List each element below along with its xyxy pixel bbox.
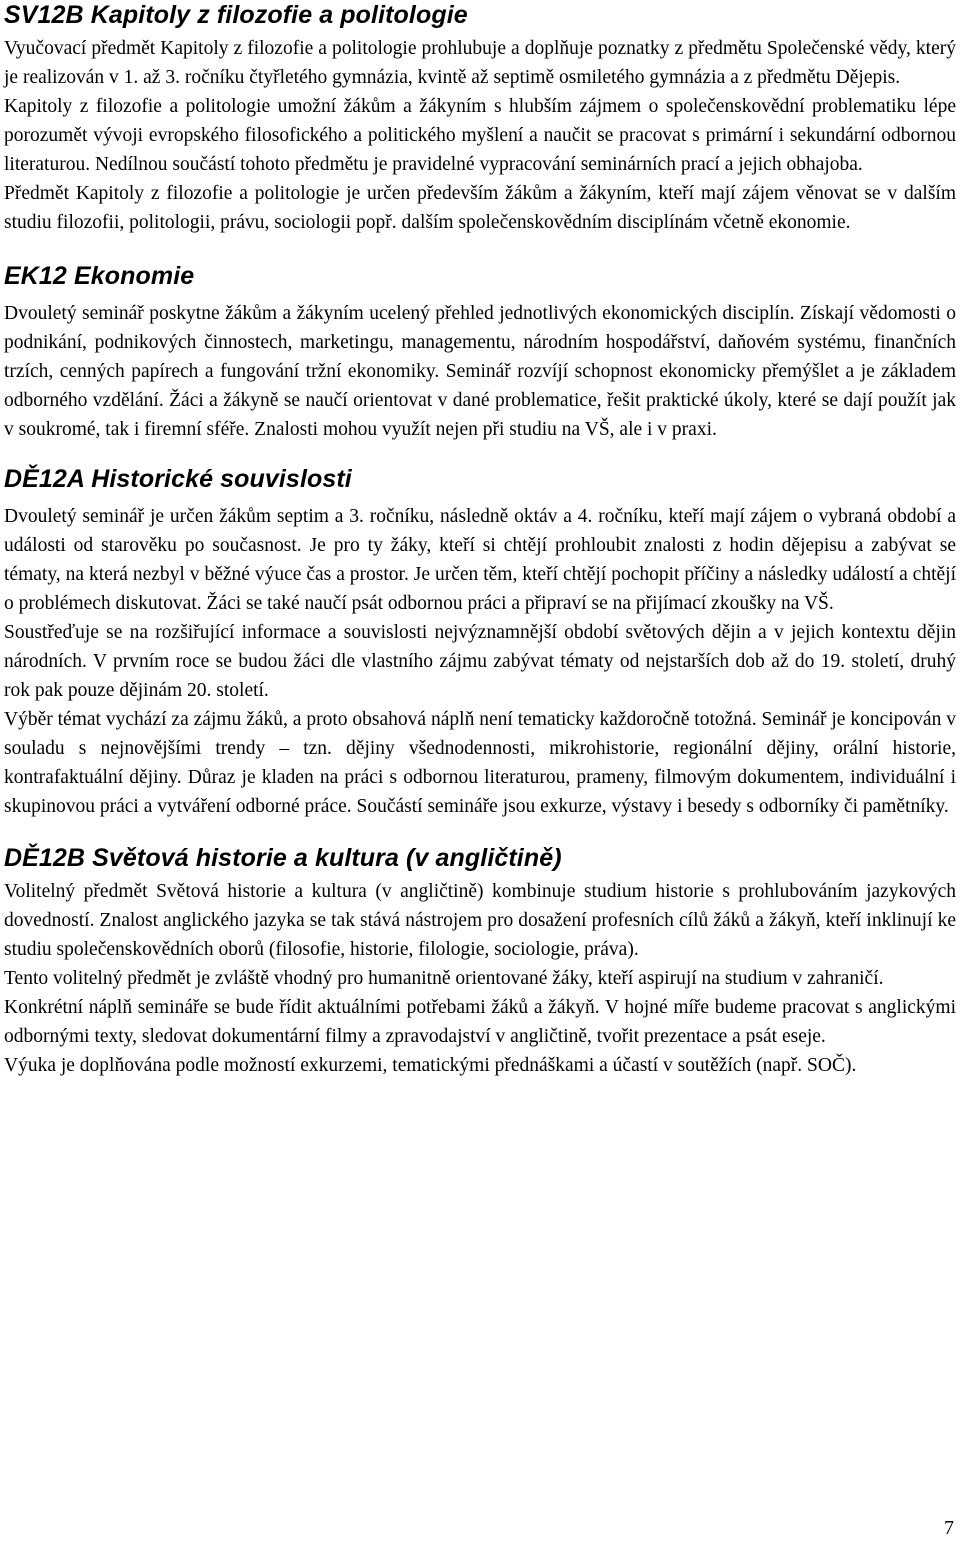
section-de12b (4, 843, 956, 1080)
document-page (4, 0, 956, 1080)
page-number: 7 (944, 1517, 954, 1539)
section-paragraph: Dvouletý seminář poskytne žákům a žákyním ucelený přehled jednotlivých ekonomických disciplín. Získají vědomosti o podnikání, podnikových činnostech, marketingu, managementu, národním hospodářství, daňovém systému, finančních trzích, cenných papírech a fungování tržní ekonomiky. Seminář rozvíjí schopnost ekonomicky přemýšlet a je základem odborného vzdělání. Žáci a žákyně se naučí orientovat v dané problematice, řešit praktické úkoly, které se dají použít jak v soukromé, tak i firemní sféře. Znalosti mohou využít nejen při studiu na VŠ, ale i v praxi. (4, 303, 956, 440)
section-heading: EK12 Ekonomie (4, 262, 195, 290)
section-heading: DĚ12B Světová historie a kultura (v angličtině) (4, 844, 562, 872)
section-paragraph: Konkrétní náplň semináře se bude řídit aktuálními potřebami žáků a žákyň. V hojné míře budeme pracovat s anglickými odbornými texty, sledovat dokumentární filmy a zpravodajství v angličtině, tvořit prezentace a psát eseje. (4, 997, 956, 1047)
section-paragraph: Kapitoly z filozofie a politologie umožní žákům a žákyním s hlubším zájmem o společenskovědní problematiku lépe porozumět vývoji evropského filosofického a politického myšlení a naučit se pracovat s primární i sekundární odbornou literaturou. Nedílnou součástí tohoto předmětu je pravidelné vypracování seminárních prací a jejich obhajoba. (4, 96, 956, 175)
section-paragraph: Výuka je doplňována podle možností exkurzemi, tematickými přednáškami a účastí v soutěžích (např. SOČ). (4, 1055, 857, 1076)
section-ek12 (4, 261, 956, 444)
section-paragraph: Soustřeďuje se na rozšiřující informace a souvislosti nejvýznamnější období světových dějin a v jejich kontextu dějin národních. V prvním roce se budou žáci dle vlastního zájmu zabývat tématy od nejstarších dob až do 19. století, druhý rok pak pouze dějinám 20. století. (4, 622, 956, 701)
section-sv12b (4, 0, 956, 237)
section-paragraph: Výběr témat vychází za zájmu žáků, a proto obsahová náplň není tematicky každoročně totožná. Seminář je koncipován v souladu s nejnovějšími trendy – tzn. dějiny všednodennosti, mikrohistorie, regionální dějiny, orální historie, kontrafaktuální dějiny. Důraz je kladen na práci s odbornou literaturou, prameny, filmovým dokumentem, individuální i skupinovou práci a vytváření odborné práce. Součástí semináře jsou exkurze, výstavy i besedy s odborníky či pamětníky. (4, 709, 956, 817)
section-de12a (4, 464, 956, 821)
section-paragraph: Předmět Kapitoly z filozofie a politologie je určen především žákům a žákyním, kteří mají zájem věnovat se v dalším studiu filozofii, politologii, právu, sociologii popř. dalším společenskovědním disciplínám včetně ekonomie. (4, 183, 956, 233)
section-paragraph: Dvouletý seminář je určen žákům septim a 3. ročníku, následně oktáv a 4. ročníku, kteří mají zájem o vybraná období a události od starověku po současnost. Je pro ty žáky, kteří si chtějí prohloubit znalosti z hodin dějepisu a zabývat se tématy, na která nezbyl v běžné výuce čas a prostor. Je určen těm, kteří chtějí pochopit příčiny a následky událostí a chtějí o problémech diskutovat. Žáci se také naučí psát odbornou práci a připraví se na přijímací zkoušky na VŠ. (4, 506, 956, 614)
section-heading: SV12B Kapitoly z filozofie a politologie (4, 1, 468, 29)
section-paragraph: Vyučovací předmět Kapitoly z filozofie a politologie prohlubuje a doplňuje poznatky z předmětu Společenské vědy, který je realizován v 1. až 3. ročníku čtyřletého gymnázia, kvintě až septimě osmiletého gymnázia a z předmětu Dějepis. (4, 38, 956, 88)
section-paragraph: Volitelný předmět Světová historie a kultura (v angličtině) kombinuje studium historie s prohlubováním jazykových dovedností. Znalost anglického jazyka se tak stává nástrojem pro dosažení profesních cílů žáků a žákyň, kteří inklinují ke studiu společenskovědních oborů (filosofie, historie, filologie, sociologie, práva). (4, 881, 956, 960)
section-paragraph: Tento volitelný předmět je zvláště vhodný pro humanitně orientované žáky, kteří aspirují na studium v zahraničí. (4, 968, 884, 989)
section-heading: DĚ12A Historické souvislosti (4, 465, 352, 493)
